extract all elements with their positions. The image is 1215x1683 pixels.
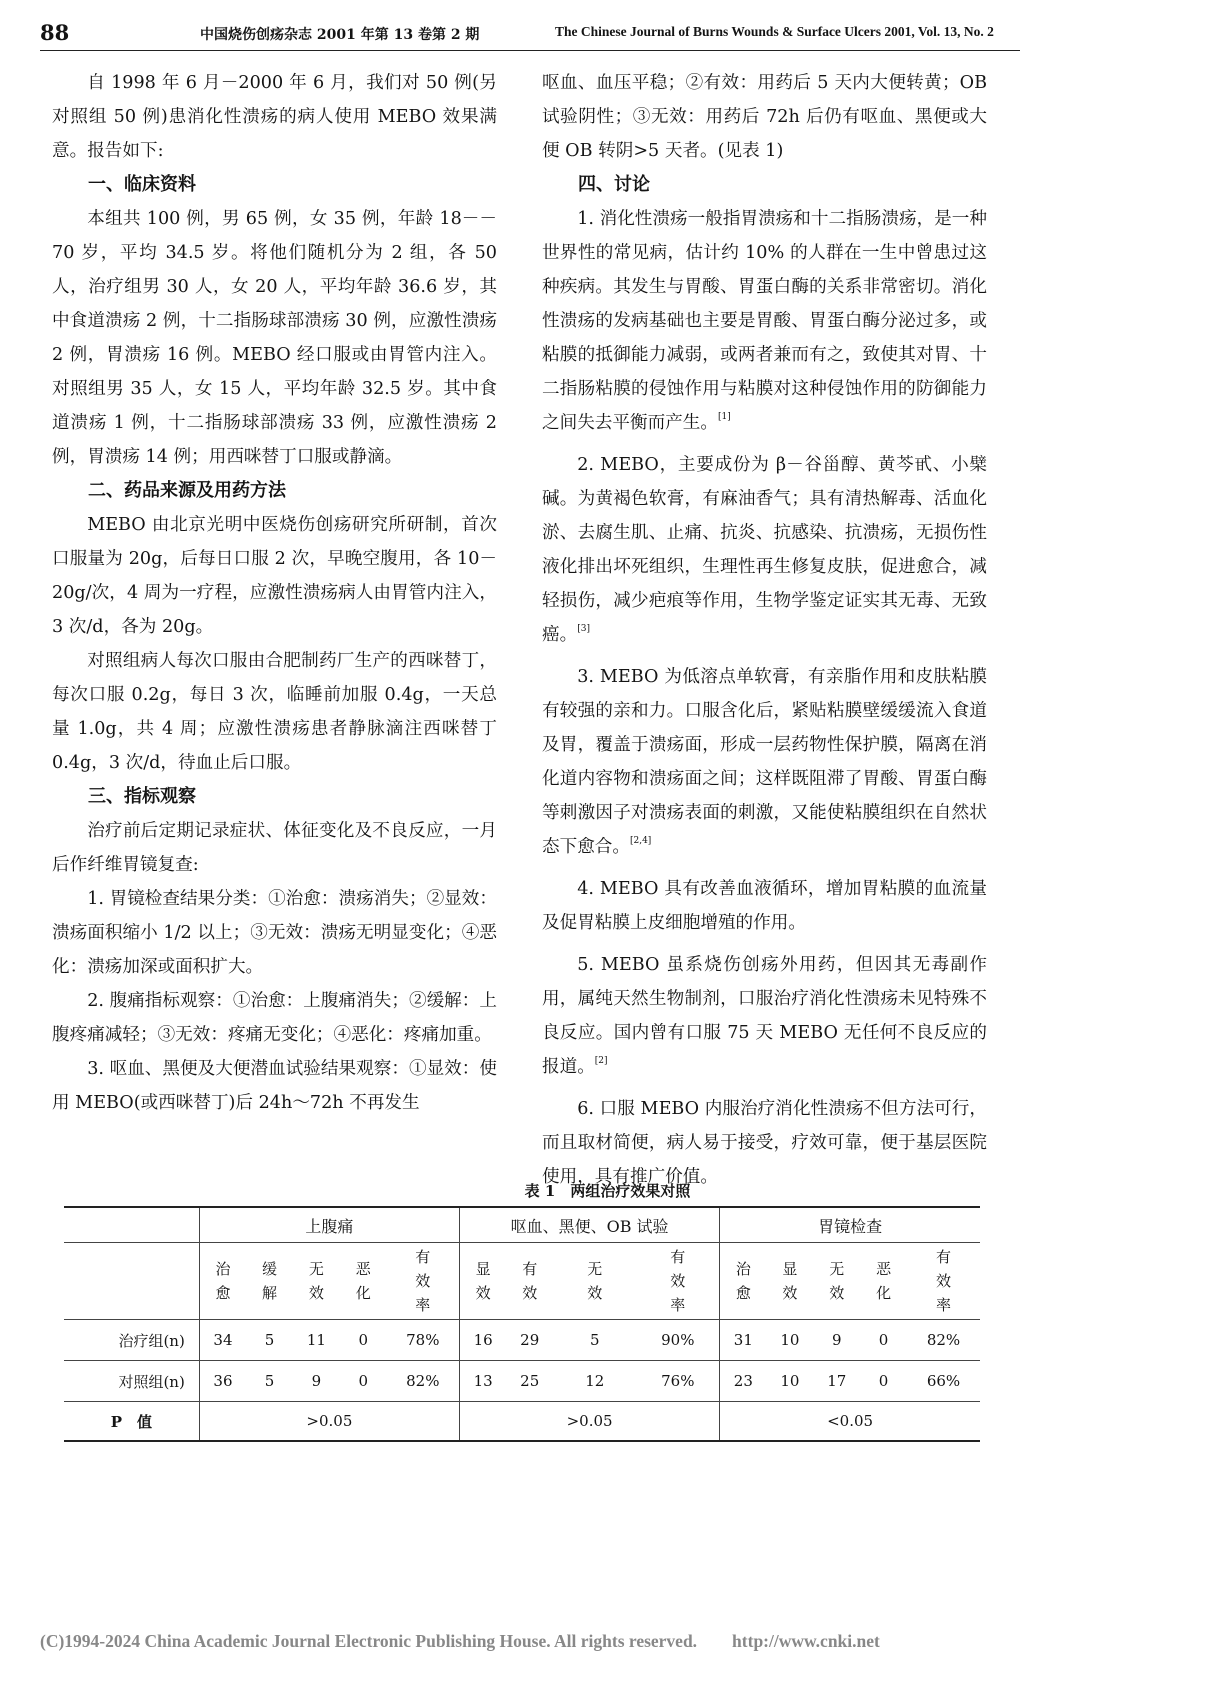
sub-header-cell: 有 效 率 — [636, 1243, 719, 1320]
table-cell: 34 — [199, 1320, 246, 1361]
paragraph-hematemesis-criteria: 3. 呕血、黑便及大便潜血试验结果观察：①显效：使用 MEBO(或西咪替丁)后 24h～72h 不再发生 — [52, 1059, 497, 1113]
table-row — [64, 1320, 980, 1361]
sub-header-cell: 无 效 — [293, 1243, 340, 1320]
left-column — [52, 66, 497, 1120]
sub-header-cell: 有 效 率 — [907, 1243, 980, 1320]
sub-header-cell: 缓 解 — [246, 1243, 293, 1320]
citation-ref: [3] — [577, 624, 590, 634]
paragraph-control-group: 对照组病人每次口服由合肥制药厂生产的西咪替丁，每次口服 0.2g，每日 3 次，临睡前加服 0.4g，一天总量 1.0g，共 4 周；应激性溃疡患者静脉滴注西咪替丁 0.4g，3 次/d，待血止后口服。 — [52, 651, 497, 773]
group-header: 上腹痛 — [199, 1207, 459, 1243]
p-value-cell: <0.05 — [720, 1402, 980, 1442]
table-cell: 76% — [636, 1361, 719, 1402]
table-cell: 31 — [720, 1320, 767, 1361]
paragraph-gastroscopy-criteria: 1. 胃镜检查结果分类：①治愈：溃疡消失；②显效：溃疡面积缩小 1/2 以上；③无效：溃疡无明显变化；④恶化：溃疡加深或面积扩大。 — [52, 889, 497, 977]
table-cell: 23 — [720, 1361, 767, 1402]
table-cell: 10 — [767, 1361, 814, 1402]
sub-header-cell: 恶 化 — [340, 1243, 387, 1320]
table-cell: 12 — [553, 1361, 636, 1402]
citation-ref: [2,4] — [629, 836, 652, 846]
p-value-cell: >0.05 — [459, 1402, 719, 1442]
sub-header-cell: 无 效 — [813, 1243, 860, 1320]
sub-header-cell: 有 效 率 — [387, 1243, 460, 1320]
table-cell: 36 — [199, 1361, 246, 1402]
table-row — [64, 1361, 980, 1402]
table-cell: 0 — [340, 1320, 387, 1361]
table-cell: 29 — [506, 1320, 553, 1361]
table-cell: 5 — [553, 1320, 636, 1361]
sub-header-cell: 显 效 — [459, 1243, 506, 1320]
paragraph-drug-source: MEBO 由北京光明中医烧伤创疡研究所研制，首次口服量为 20g，后每日口服 2 次，早晚空腹用，各 10－20g/次，4 周为一疗程，应激性溃疡病人由胃管内注入，3 次/d，各为 20g。 — [52, 515, 497, 637]
header-rule — [40, 50, 1020, 51]
table-cell: 16 — [459, 1320, 506, 1361]
table-cell: 25 — [506, 1361, 553, 1402]
table-cell: 9 — [813, 1320, 860, 1361]
table-corner-cell — [64, 1207, 199, 1243]
citation-ref: [1] — [717, 412, 731, 422]
results-table — [64, 1206, 980, 1442]
table-cell: 90% — [636, 1320, 719, 1361]
sub-header-cell: 恶 化 — [860, 1243, 907, 1320]
sub-header-cell: 治 愈 — [199, 1243, 246, 1320]
table-cell: 10 — [767, 1320, 814, 1361]
table-cell: 17 — [813, 1361, 860, 1402]
section-heading-discussion: 四、讨论 — [578, 174, 650, 195]
table-cell: 5 — [246, 1320, 293, 1361]
table-cell: 0 — [860, 1361, 907, 1402]
table-cell: 13 — [459, 1361, 506, 1402]
table-caption: 表 1 两组治疗效果对照 — [524, 1182, 691, 1200]
sub-header-cell: 无 效 — [553, 1243, 636, 1320]
table-cell: 0 — [340, 1361, 387, 1402]
table-cell: 82% — [907, 1320, 980, 1361]
sub-header-cell: 治 愈 — [720, 1243, 767, 1320]
paragraph-clinical-data: 本组共 100 例，男 65 例，女 35 例，年龄 18－－70 岁，平均 34.5 岁。将他们随机分为 2 组，各 50 人，治疗组男 30 人，女 20 人，平均年龄 36.6 岁，其中食道溃疡 2 例，十二指肠球部溃疡 30 例，应激性溃疡 2 例，胃溃疡 16 例。MEBO 经口服或由胃管内注入。对照组男 35 人，女 15 人，平均年龄 32.5 岁。其中食道溃疡 1 例，十二指肠球部溃疡 33 例，应激性溃疡 2 例，胃溃疡 14 例；用西咪替丁口服或静滴。 — [52, 209, 497, 467]
intro-paragraph: 自 1998 年 6 月－2000 年 6 月，我们对 50 例(另对照组 50 例)患消化性溃疡的病人使用 MEBO 效果满意。报告如下: — [52, 73, 497, 161]
paragraph-abdominal-pain-criteria: 2. 腹痛指标观察：①治愈：上腹痛消失；②缓解：上腹疼痛减轻；③无效：疼痛无变化；④恶化：疼痛加重。 — [52, 991, 497, 1045]
journal-title-en: The Chinese Journal of Burns Wounds & Surface Ulcers 2001, Vol. 13, No. 2 — [555, 24, 994, 39]
paragraph-observation: 治疗前后定期记录症状、体征变化及不良反应，一月后作纤维胃镜复查: — [52, 821, 497, 875]
table-cell: 66% — [907, 1361, 980, 1402]
table-corner-cell — [64, 1243, 199, 1320]
table-cell: 11 — [293, 1320, 340, 1361]
citation-ref: [2] — [594, 1056, 608, 1066]
p-value-cell: >0.05 — [199, 1402, 459, 1442]
running-header — [40, 18, 1020, 48]
discussion-paragraph-5: 5. MEBO 虽系烧伤创疡外用药，但因其无毒副作用，属纯天然生物制剂，口服治疗消化性溃疡未见特殊不良反应。国内曾有口服 75 天 MEBO 无任何不良反应的报道。[2] — [542, 955, 987, 1077]
table-cell: 5 — [246, 1361, 293, 1402]
right-column — [542, 66, 987, 1194]
group-header: 胃镜检查 — [720, 1207, 980, 1243]
table-cell: 0 — [860, 1320, 907, 1361]
row-label: 治疗组(n) — [64, 1320, 199, 1361]
discussion-paragraph-1: 1. 消化性溃疡一般指胃溃疡和十二指肠溃疡，是一种世界性的常见病，估计约 10% 的人群在一生中曾患过这种疾病。其发生与胃酸、胃蛋白酶的关系非常密切。消化性溃疡的发病基础也主要是胃酸、胃蛋白酶分泌过多，或粘膜的抵御能力减弱，或两者兼而有之，致使其对胃、十二指肠粘膜的侵蚀作用与粘膜对这种侵蚀作用的防御能力之间失去平衡而产生。[1] — [542, 209, 987, 433]
sub-header-cell: 有 效 — [506, 1243, 553, 1320]
discussion-paragraph-3: 3. MEBO 为低溶点单软膏，有亲脂作用和皮肤粘膜有较强的亲和力。口服含化后，紧贴粘膜壁缓缓流入食道及胃，覆盖于溃疡面，形成一层药物性保护膜，隔离在消化道内容物和溃疡面之间；这样既阻滞了胃酸、胃蛋白酶等刺激因子对溃疡表面的刺激，又能使粘膜组织在自然状态下愈合。[2,4] — [542, 667, 987, 857]
section-heading-observation: 三、指标观察 — [88, 786, 196, 807]
paragraph-hematemesis-continued: 呕血、血压平稳；②有效：用药后 5 天内大便转黄；OB 试验阴性；③无效：用药后 72h 后仍有呕血、黑便或大便 OB 转阴>5 天者。(见表 1) — [542, 73, 987, 161]
discussion-paragraph-2: 2. MEBO，主要成份为 β－谷甾醇、黄芩甙、小檗碱。为黄褐色软膏，有麻油香气；具有清热解毒、活血化淤、去腐生肌、止痛、抗炎、抗感染、抗溃疡，无损伤性液化排出坏死组织，生理性再生修复皮肤，促进愈合，减轻损伤，减少疤痕等作用，生物学鉴定证实其无毒、无致癌。[3] — [542, 455, 987, 645]
discussion-paragraph-4: 4. MEBO 具有改善血液循环，增加胃粘膜的血流量及促胃粘膜上皮细胞增殖的作用。 — [542, 879, 987, 933]
section-heading-drug-source: 二、药品来源及用药方法 — [88, 480, 286, 501]
section-heading-clinical-data: 一、临床资料 — [88, 174, 196, 195]
table-cell: 78% — [387, 1320, 460, 1361]
discussion-paragraph-6: 6. 口服 MEBO 内服治疗消化性溃疡不但方法可行，而且取材简便，病人易于接受，疗效可靠，便于基层医院使用，具有推广价值。 — [542, 1099, 987, 1187]
p-value-row — [64, 1402, 980, 1442]
row-label: 对照组(n) — [64, 1361, 199, 1402]
p-value-label: P 值 — [64, 1402, 199, 1442]
page-number: 88 — [40, 20, 70, 45]
group-header: 呕血、黑便、OB 试验 — [459, 1207, 719, 1243]
journal-title-cn: 中国烧伤创疡杂志 2001 年第 13 卷第 2 期 — [200, 27, 480, 43]
table-cell: 9 — [293, 1361, 340, 1402]
sub-header-cell: 显 效 — [767, 1243, 814, 1320]
copyright-footer: (C)1994-2024 China Academic Journal Electronic Publishing House. All rights reserved. http://www.cnki.net — [40, 1631, 880, 1651]
table-cell: 82% — [387, 1361, 460, 1402]
